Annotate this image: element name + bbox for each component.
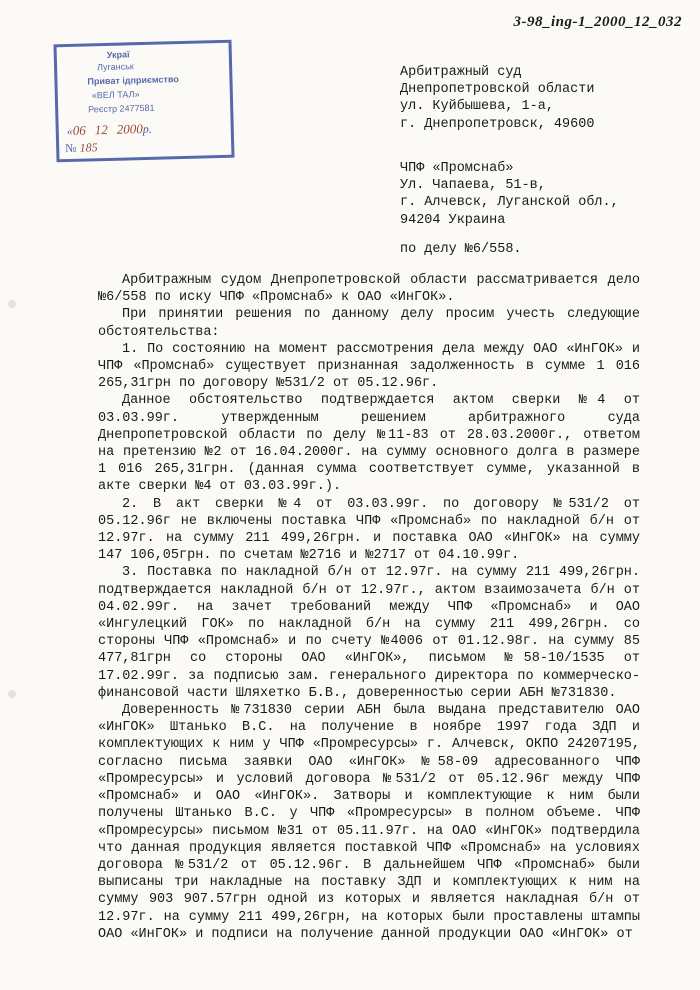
body-paragraph: При принятии решения по данному делу просим учесть следующие обстоятельства: <box>98 307 640 340</box>
document-id: 3-98_ing-1_2000_12_032 <box>513 14 682 30</box>
punch-hole <box>8 300 16 308</box>
recipient-line: Днепропетровской области <box>400 82 595 98</box>
body-paragraph: Арбитражным судом Днепропетровской области рассматривается дело №6/558 по иску ЧПФ «Промснаб» к ОАО «ИнГОК». <box>98 273 640 306</box>
stamp-number <box>65 140 98 156</box>
case-reference: по делу №6/558. <box>400 242 522 257</box>
recipient-address <box>400 64 594 133</box>
sender-line: Ул. Чапаева, 51-в, <box>400 178 546 194</box>
stamp-date-day: 06 <box>72 122 86 138</box>
stamp-number-prefix: № <box>65 140 77 156</box>
sender-line: ЧПФ «Промснаб» <box>400 161 514 176</box>
sender-line: 94204 Украина <box>400 212 506 228</box>
punch-hole <box>8 690 16 698</box>
stamp-date-month: 12 <box>94 121 108 138</box>
stamp-date-year: 2000 <box>116 121 143 137</box>
recipient-line: ул. Куйбышева, 1-а, <box>400 99 554 115</box>
stamp-date-suffix: р. <box>142 121 152 137</box>
stamp-date-prefix: « <box>66 123 73 139</box>
stamp-date <box>67 121 152 139</box>
body-paragraph: 2. В акт сверки №4 от 03.03.99г. по договору №531/2 от 05.12.96г не включены поставка ЧПФ «Промснаб» по накладной б/н от 12.97г. на сумму 211 499,26грн. и поставка ОАО «ИнГОК» на сумму 147 106,05грн. по счетам №2716 и №2717 от 04.10.99г. <box>98 496 640 564</box>
letter-body <box>98 272 640 943</box>
stamp-line: «ВЕЛ ТАЛ» <box>91 89 140 101</box>
body-paragraph: Данное обстоятельство подтверждается актом сверки №4 от 03.03.99г. утвержденным решением арбитражного суда Днепропетровской области по делу №11-83 от 28.03.2000г., ответом на претензию №2 от 16.04.2000г. на сумму основного долга в размере 1 016 265,31грн. (данная сумма соответствует сумме, указанной в акте сверки №4 от 03.03.99г.). <box>98 393 640 495</box>
stamp-line: Украї <box>106 49 130 60</box>
registration-stamp <box>53 40 234 163</box>
sender-line: г. Алчевск, Луганской обл., <box>400 195 619 211</box>
recipient-line: Арбитражный суд <box>400 65 522 80</box>
recipient-line: г. Днепропетровск, 49600 <box>400 116 595 132</box>
stamp-line: Луганськ <box>96 61 134 73</box>
body-paragraph: 1. По состоянию на момент рассмотрения дела между ОАО «ИнГОК» и ЧПФ «Промснаб» существует признанная задолженность в сумме 1 016 265,31грн по договору №531/2 от 05.12.96г. <box>98 341 640 392</box>
stamp-line: Реєстр 2477581 <box>88 102 155 115</box>
body-paragraph: 3. Поставка по накладной б/н от 12.97г. на сумму 211 499,26грн. подтверждается накладной б/н от 12.97г., актом взаимозачета б/н от 04.02.99г. на зачет требований между ЧПФ «Промснаб» и ОАО «Ингулецкий ГОК» по накладной б/н на сумму 211 499,26грн. со стороны ЧПФ «Промснаб» и по счету №4006 от 01.12.98г. на сумму 85 477,81грн со стороны ОАО «ИнГОК», письмом №58-10/1535 от 17.02.99г. за подписью зам. генерального директора по коммерческо-финансовой части Шляхетко Б.В., доверенностью серии АБН №731830. <box>98 565 640 701</box>
stamp-number-value: 185 <box>79 140 98 155</box>
stamp-line: Приват ідприємство <box>87 74 179 87</box>
body-paragraph: Доверенность №731830 серии АБН была выдана представителю ОАО «ИнГОК» Штанько В.С. на получение в ноябре 1997 года ЗДП и комплектующих к ним у ЧПФ «Промресурсы» г. Алчевск, ОКПО 24207195, согласно письма заявки ОАО «ИнГОК» №58-09 адресованного ЧПФ «Промресурсы» и условий договора №531/2 от 05.12.96г между ЧПФ «Промснаб» и ОАО «ИнГОК». Затворы и комплектующие к ним были получены Штанько В.С. у ЧПФ «Промресурсы» в полном объеме. ЧПФ «Промресурсы» письмом №31 от 05.11.97г. на ОАО «ИнГОК» подтвердила что данная продукция является поставкой ЧПФ «Промснаб» на условиях договора №531/2 от 05.12.96г. В дальнейшем ЧПФ «Промснаб» были выписаны три накладные на поставку ЗДП и комплектующих к ним на сумму 903 907.57грн одной из которых и является накладная б/н от 12.97г. на сумму 211 499,26грн, на которых были проставлены штампы ОАО «ИнГОК» и подписи на получение данной продукции ОАО «ИнГОК» от <box>98 703 640 942</box>
sender-address <box>400 160 619 229</box>
